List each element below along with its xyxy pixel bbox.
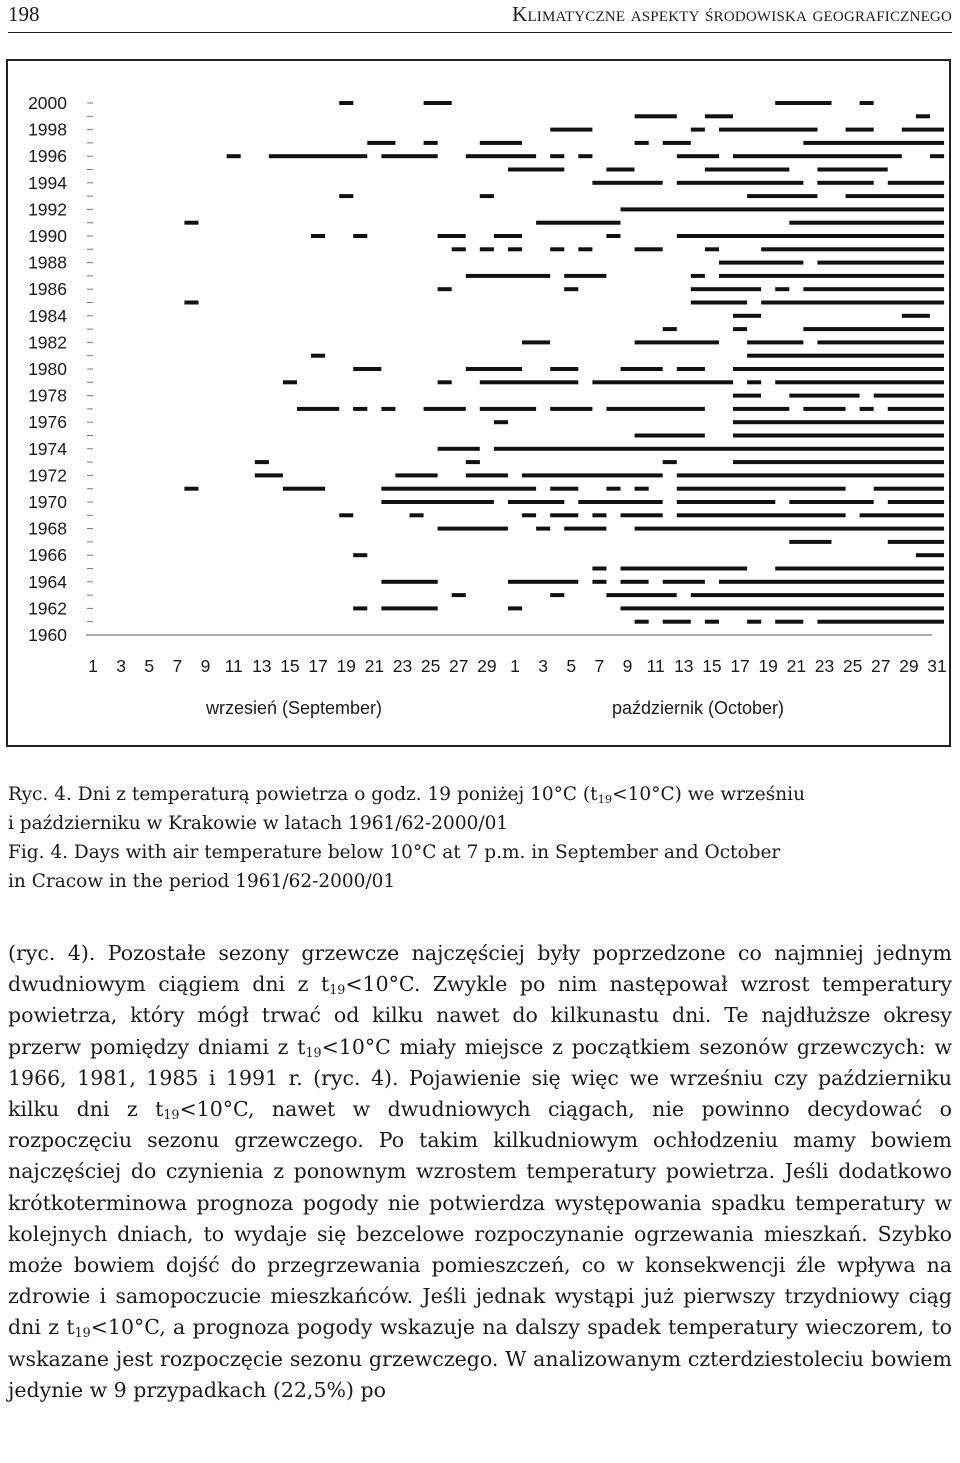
cold-days-bar: [466, 367, 522, 371]
cold-days-bar: [775, 287, 789, 291]
figure-frame: [6, 59, 951, 747]
cold-days-bar: [635, 340, 719, 344]
cold-days-bar: [564, 527, 606, 531]
cold-days-bar: [550, 487, 578, 491]
cold-days-bar: [803, 407, 845, 411]
cold-days-bar: [761, 247, 944, 251]
figure-caption: [8, 780, 938, 896]
x-tick-label: 5: [566, 656, 577, 676]
cold-days-bar: [311, 234, 325, 238]
x-tick-label: 7: [594, 656, 605, 676]
cold-days-bar: [635, 141, 649, 145]
x-tick-label: 15: [702, 656, 722, 676]
cold-days-bar: [339, 194, 353, 198]
cold-days-bar: [480, 407, 536, 411]
cold-days-bar: [888, 181, 944, 185]
cold-days-bar: [860, 513, 944, 517]
cold-days-bar: [494, 420, 508, 424]
y-tick-label: 1978: [28, 385, 67, 406]
cold-days-bar: [719, 274, 944, 278]
cold-days-bar: [789, 221, 944, 225]
cold-days-bar: [888, 540, 930, 544]
cold-days-bar: [592, 181, 662, 185]
cold-days-bar: [550, 407, 592, 411]
cold-days-bar: [663, 620, 691, 624]
cold-days-bar: [592, 513, 606, 517]
cold-days-bar: [860, 407, 874, 411]
cold-days-bar: [733, 460, 944, 464]
x-tick-label: 31: [927, 656, 947, 676]
cold-days-bar: [536, 221, 620, 225]
y-tick-label: 1962: [28, 598, 67, 619]
cold-days-bar: [424, 101, 452, 105]
cold-days-bar: [635, 620, 649, 624]
cold-days-bar: [592, 380, 733, 384]
cold-days-bar: [283, 487, 325, 491]
x-tick-label: 7: [172, 656, 183, 676]
cold-days-bar: [339, 513, 353, 517]
cold-days-bar: [691, 128, 705, 132]
y-tick-label: 1982: [28, 332, 67, 353]
cold-days-bar: [733, 327, 747, 331]
x-tick-label: 19: [336, 656, 356, 676]
x-tick-label: 13: [674, 656, 694, 676]
cold-days-bar: [606, 168, 634, 172]
cold-days-bar: [452, 247, 466, 251]
cold-days-bar: [339, 101, 353, 105]
y-tick-label: 1994: [28, 172, 67, 193]
subscript: 19: [305, 1044, 322, 1060]
cold-days-bar: [705, 168, 789, 172]
cold-days-bar: [733, 367, 944, 371]
cold-days-bar: [621, 606, 945, 610]
cold-days-bar: [578, 247, 592, 251]
cold-days-bar: [255, 473, 283, 477]
cold-days-bar: [663, 580, 705, 584]
cold-days-bar: [803, 327, 944, 331]
cold-days-bar: [480, 247, 494, 251]
cold-days-bar: [635, 114, 677, 118]
x-tick-label: 5: [144, 656, 155, 676]
cold-days-bar: [184, 221, 198, 225]
cold-days-bar: [184, 487, 198, 491]
cold-days-bar: [705, 620, 719, 624]
x-tick-label: 21: [364, 656, 385, 676]
cold-days-bar: [719, 128, 818, 132]
cold-days-bar: [621, 567, 748, 571]
cold-days-bar: [550, 128, 592, 132]
y-tick-label: 1970: [28, 492, 67, 512]
cold-days-timeline-chart: [8, 61, 949, 745]
y-tick-label: 1990: [28, 226, 67, 246]
cold-days-bar: [817, 181, 873, 185]
cold-days-bar: [733, 394, 761, 398]
cold-days-bar: [438, 527, 508, 531]
x-tick-label: 25: [420, 656, 441, 676]
cold-days-bar: [606, 234, 620, 238]
y-tick-label: 1992: [28, 199, 67, 220]
caption-line-2: i październiku w Krakowie w latach 1961/62-2000/01: [8, 813, 509, 834]
cold-days-bar: [761, 301, 944, 305]
cold-days-bar: [874, 394, 944, 398]
cold-days-bar: [227, 154, 241, 158]
cold-days-bar: [311, 354, 325, 358]
cold-days-bar: [466, 154, 536, 158]
cold-days-bar: [550, 154, 564, 158]
x-tick-label: 1: [510, 656, 520, 676]
caption-line-3: Fig. 4. Days with air temperature below 10°C at 7 p.m. in September and October: [8, 842, 781, 863]
cold-days-bar: [424, 141, 438, 145]
cold-days-bar: [691, 301, 747, 305]
caption-line-1: Ryc. 4. Dni z temperaturą powietrza o godz. 19 poniżej 10°C $(t_{19}<10^\circ C)$ we wrześniu: [8, 784, 805, 806]
cold-days-bar: [621, 580, 649, 584]
cold-days-bar: [353, 553, 367, 557]
cold-days-bar: [677, 181, 804, 185]
cold-days-bar: [381, 487, 536, 491]
cold-days-bar: [930, 154, 944, 158]
x-tick-label: 3: [538, 656, 549, 676]
cold-days-bar: [592, 580, 606, 584]
cold-days-bar: [480, 380, 579, 384]
cold-days-bar: [705, 114, 733, 118]
cold-days-bar: [606, 407, 705, 411]
cold-days-bar: [733, 314, 761, 318]
cold-days-bar: [677, 473, 944, 477]
cold-days-bar: [508, 500, 564, 504]
cold-days-bar: [438, 380, 452, 384]
x-tick-label: 1: [88, 656, 98, 676]
cold-days-bar: [916, 114, 930, 118]
subscript: 19: [163, 1107, 180, 1123]
cold-days-bar: [606, 487, 620, 491]
cold-days-bar: [466, 460, 480, 464]
month-label-october: październik (October): [611, 698, 785, 718]
cold-days-bar: [817, 168, 887, 172]
body-paragraph: (ryc. 4). Pozostałe sezony grzewcze najczęściej były poprzedzone co najmniej jednym dwudniowym ciągiem dni z $t_{19}<10^\circ C$. Zwykle po nim następował wzrost temperatury powietrza, który mógł trwać od kilku nawet do kilkunastu dni. Te najdłuższe okresy przerw pomiędzy dniami z $t_{19}<10^\circ C$ miały miejsce z początkiem sezonów grzewczych: w 1966, 1981, 1985 i 1991 r. (ryc. 4). Pojawienie się więc we wrześniu czy październiku kilku dni z $t_{19}<10^\circ C$, nawet w dwudniowych ciągach, nie powinno decydować o rozpoczęciu sezonu grzewczego. Po takim kilkudniowym ochłodzeniu mamy bowiem najczęściej do czynienia z ponownym wzrostem temperatury powietrza. Jeśli dodatkowo krótkoterminowa prognoza pogody nie potwierdza występowania spadku temperatury w kolejnych dniach, to wydaje się bezcelowe rozpoczynanie ogrzewania mieszkań. Szybko może bowiem dojść do przegrzewania pomieszczeń, co w konsekwencji źle wpływa na zdrowie i samopoczucie mieszkańców. Jeśli jednak wystąpi już pierwszy trzydniowy ciąg dni z $t_{19}<10^\circ C$, a prognoza pogody wskazuje na dalszy spadek temperatury wieczorem, to wskazane jest rozpoczęcie sezonu grzewczego. W analizowanym czterdziestoleciu bowiem jedynie w 9 przypadkach (22,5%) po: [8, 941, 952, 1402]
cold-days-bar: [677, 513, 846, 517]
cold-days-bar: [677, 367, 705, 371]
x-tick-label: 29: [899, 656, 919, 676]
cold-days-bar: [747, 354, 944, 358]
cold-days-bar: [635, 434, 705, 438]
cold-days-bar: [353, 606, 367, 610]
x-tick-label: 27: [448, 656, 469, 676]
cold-days-bar: [663, 460, 677, 464]
cold-days-bar: [424, 407, 466, 411]
cold-days-bar: [381, 500, 494, 504]
cold-days-bar: [677, 154, 719, 158]
cold-days-bar: [438, 287, 452, 291]
x-tick-label: 21: [786, 656, 807, 676]
cold-days-bar: [438, 447, 480, 451]
cold-days-bar: [480, 141, 522, 145]
running-title: Klimatyczne aspekty środowiska geograficznego: [512, 2, 952, 26]
cold-days-bar: [719, 261, 803, 265]
cold-days-bar: [381, 606, 437, 610]
x-tick-label: 25: [842, 656, 863, 676]
x-tick-label: 11: [224, 656, 243, 676]
x-tick-label: 19: [758, 656, 778, 676]
x-tick-label: 15: [280, 656, 300, 676]
cold-days-bar: [663, 327, 677, 331]
cold-days-bar: [635, 487, 649, 491]
y-tick-label: 1976: [28, 412, 67, 433]
cold-days-bar: [747, 620, 761, 624]
cold-days-bar: [803, 141, 944, 145]
cold-days-bar: [775, 101, 831, 105]
cold-days-bar: [789, 500, 873, 504]
cold-days-bar: [902, 128, 944, 132]
x-tick-label: 9: [622, 656, 633, 676]
cold-days-bar: [846, 128, 874, 132]
cold-days-bar: [508, 247, 522, 251]
x-tick-label: 29: [477, 656, 497, 676]
cold-days-bar: [381, 154, 437, 158]
cold-days-bar: [888, 500, 944, 504]
cold-days-bar: [747, 380, 761, 384]
y-tick-label: 1980: [28, 359, 67, 379]
cold-days-bar: [817, 261, 944, 265]
cold-days-bar: [677, 500, 776, 504]
y-tick-label: 1984: [28, 305, 67, 326]
cold-days-bar: [592, 567, 606, 571]
cold-days-bar: [578, 154, 592, 158]
cold-days-bar: [789, 394, 859, 398]
cold-days-bar: [508, 606, 522, 610]
cold-days-bar: [705, 247, 719, 251]
x-tick-label: 17: [730, 656, 750, 676]
cold-days-bar: [550, 593, 564, 597]
cold-days-bar: [494, 234, 522, 238]
subscript: 19: [329, 982, 346, 998]
cold-days-bar: [184, 301, 198, 305]
cold-days-bar: [480, 194, 494, 198]
y-tick-label: 1996: [28, 146, 67, 167]
cold-days-bar: [381, 407, 395, 411]
cold-days-bar: [621, 207, 945, 211]
x-tick-label: 27: [870, 656, 891, 676]
cold-days-bar: [677, 234, 944, 238]
cold-days-bar: [635, 247, 663, 251]
cold-days-bar: [522, 340, 550, 344]
cold-days-bar: [789, 540, 831, 544]
cold-days-bar: [353, 407, 367, 411]
month-label-september: wrzesień (September): [205, 698, 383, 718]
y-tick-label: 1968: [28, 518, 67, 539]
cold-days-bar: [888, 407, 944, 411]
y-tick-label: 1986: [28, 279, 67, 300]
cold-days-bar: [297, 407, 339, 411]
cold-days-bar: [860, 101, 874, 105]
cold-days-bar: [353, 367, 381, 371]
cold-days-bar: [255, 460, 269, 464]
page-header: [8, 0, 952, 33]
cold-days-bar: [410, 513, 424, 517]
cold-days-bar: [817, 340, 944, 344]
cold-days-bar: [803, 287, 944, 291]
cold-days-bar: [663, 141, 691, 145]
cold-days-bar: [466, 274, 550, 278]
cold-days-bar: [536, 527, 550, 531]
cold-days-bar: [775, 380, 944, 384]
x-tick-label: 9: [200, 656, 211, 676]
cold-days-bar: [691, 593, 944, 597]
cold-days-bar: [522, 513, 536, 517]
cold-days-bar: [283, 380, 297, 384]
cold-days-bar: [564, 274, 606, 278]
cold-days-bar: [902, 314, 930, 318]
x-tick-label: 23: [392, 656, 413, 676]
cold-days-bar: [606, 593, 676, 597]
cold-days-bar: [747, 340, 803, 344]
cold-days-bar: [494, 447, 944, 451]
cold-days-bar: [775, 567, 944, 571]
cold-days-bar: [817, 620, 944, 624]
cold-days-bar: [466, 473, 508, 477]
cold-days-bar: [367, 141, 395, 145]
cold-days-bar: [733, 154, 902, 158]
y-tick-label: 1960: [28, 625, 67, 645]
y-tick-label: 2000: [28, 93, 67, 113]
x-tick-label: 13: [252, 656, 272, 676]
cold-days-bar: [550, 513, 578, 517]
cold-days-bar: [621, 513, 663, 517]
y-tick-label: 1964: [28, 571, 67, 592]
cold-days-bar: [747, 194, 817, 198]
y-tick-label: 1998: [28, 119, 67, 140]
cold-days-bar: [846, 194, 945, 198]
cold-days-bar: [733, 434, 944, 438]
y-tick-label: 1972: [28, 465, 67, 486]
y-tick-label: 1966: [28, 545, 67, 566]
cold-days-bar: [508, 168, 564, 172]
y-tick-label: 1974: [28, 438, 67, 459]
cold-days-bar: [775, 620, 803, 624]
cold-days-bar: [578, 500, 662, 504]
cold-days-bar: [635, 527, 945, 531]
subscript: 19: [74, 1325, 91, 1341]
cold-days-bar: [353, 234, 367, 238]
cold-days-bar: [395, 473, 437, 477]
x-tick-label: 3: [116, 656, 127, 676]
cold-days-bar: [719, 580, 944, 584]
x-tick-label: 17: [308, 656, 328, 676]
cold-days-bar: [733, 407, 789, 411]
cold-days-bar: [381, 580, 437, 584]
cold-days-bar: [550, 367, 578, 371]
cold-days-bar: [733, 420, 944, 424]
cold-days-bar: [916, 553, 944, 557]
cold-days-bar: [874, 487, 944, 491]
cold-days-bar: [550, 247, 564, 251]
cold-days-bar: [269, 154, 368, 158]
page-number: 198: [8, 2, 40, 26]
x-tick-label: 11: [646, 656, 665, 676]
cold-days-bar: [508, 580, 578, 584]
cold-days-bar: [621, 367, 663, 371]
cold-days-bar: [930, 540, 944, 544]
cold-days-bar: [691, 287, 761, 291]
cold-days-bar: [564, 287, 578, 291]
cold-days-bar: [438, 234, 466, 238]
caption-line-4: in Cracow in the period 1961/62-2000/01: [8, 871, 396, 892]
cold-days-bar: [691, 274, 705, 278]
y-tick-label: 1988: [28, 252, 67, 273]
cold-days-bar: [452, 593, 466, 597]
x-tick-label: 23: [814, 656, 835, 676]
cold-days-bar: [522, 473, 663, 477]
cold-days-bar: [677, 487, 846, 491]
